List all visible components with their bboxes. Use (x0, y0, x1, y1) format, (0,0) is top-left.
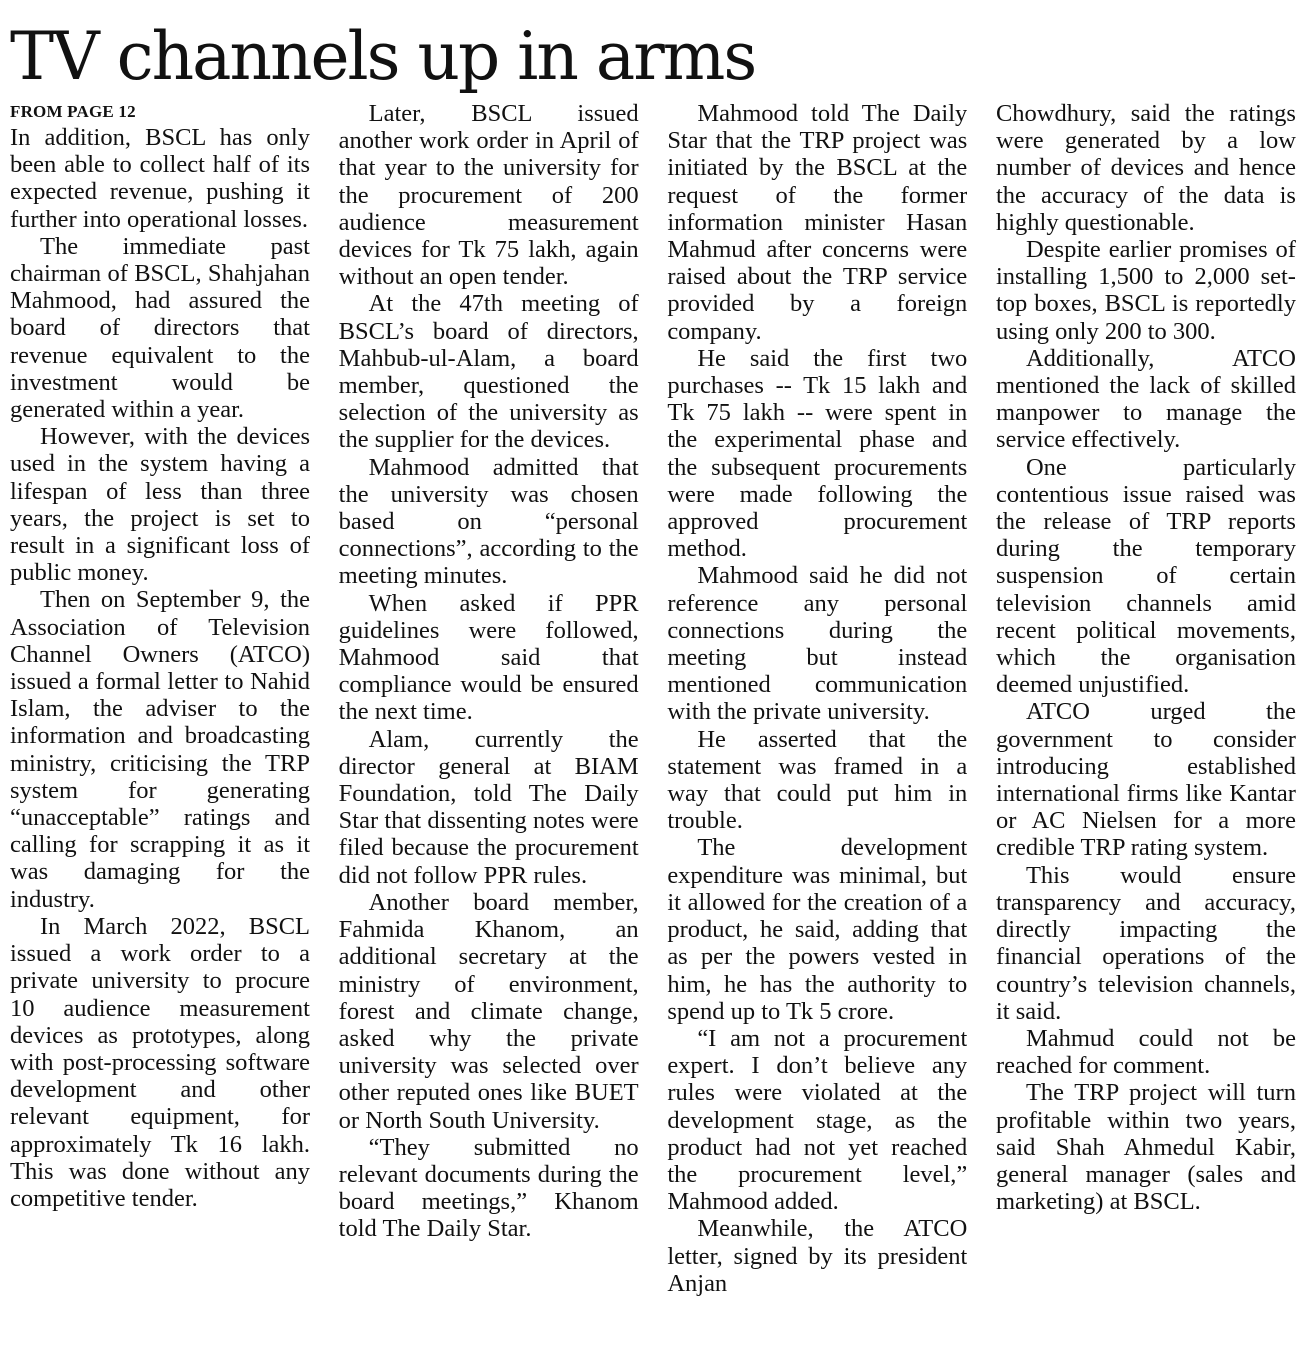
paragraph: Mahmud could not be reached for comment. (995, 1024, 1296, 1080)
paragraph: Another board member, Fahmida Khanom, an additional secretary at the ministry of environment, forest and climate change, asked why the private university was selected over other reputed ones like BUET or North South University. (338, 888, 639, 1134)
paragraph: The TRP project will turn profitable within two years, said Shah Ahmedul Kabir, general manager (sales and marketing) at BSCL. (995, 1079, 1296, 1216)
paragraph: This would ensure transparency and accuracy, directly impacting the financial operations of the country’s television channels, it said. (995, 861, 1296, 1025)
paragraph: Mahmood told The Daily Star that the TRP project was initiated by the BSCL at the request of the former information minister Hasan Mahmud after concerns were raised about the TRP service provided by a foreign company. (667, 100, 968, 345)
paragraph: In addition, BSCL has only been able to collect half of its expected revenue, pushing it further into operational losses. (10, 124, 310, 233)
paragraph: “They submitted no relevant documents during the board meetings,” Khanom told The Daily Star. (338, 1133, 639, 1243)
paragraph: “I am not a procurement expert. I don’t believe any rules were violated at the development stage, as the product had not yet reached the procurement level,” Mahmood added. (667, 1024, 968, 1216)
paragraph: Then on September 9, the Association of Television Channel Owners (ATCO) issued a formal letter to Nahid Islam, the adviser to the information and broadcasting ministry, criticising the TRP system for generating “unacceptable” ratings and calling for scrapping it as it was damaging for the industry. (10, 586, 310, 913)
column-1 (10, 100, 310, 1362)
paragraph: At the 47th meeting of BSCL’s board of directors, Mahbub-ul-Alam, a board member, questioned the selection of the university as the supplier for the devices. (338, 290, 639, 454)
paragraph: In March 2022, BSCL issued a work order to a private university to procure 10 audience measurement devices as prototypes, along with post-processing software development and other relevant equipment, for approximately Tk 16 lakh. This was done without any competitive tender. (10, 912, 310, 1212)
paragraph: One particularly contentious issue raised was the release of TRP reports during the temporary suspension of certain television channels amid recent political movements, which the organisation deemed unjustified. (995, 453, 1296, 699)
paragraph: When asked if PPR guidelines were followed, Mahmood said that compliance would be ensured the next time. (338, 589, 639, 726)
paragraph: Mahmood admitted that the university was chosen based on “personal connections”, according to the meeting minutes. (338, 453, 639, 590)
column-3 (667, 100, 967, 1362)
headline: TV channels up in arms (10, 18, 756, 95)
paragraph: Meanwhile, the ATCO letter, signed by its president Anjan (667, 1215, 968, 1297)
paragraph: The immediate past chairman of BSCL, Shahjahan Mahmood, had assured the board of directors that revenue equivalent to the investment would be generated within a year. (10, 232, 310, 424)
paragraph: However, with the devices used in the system having a lifespan of less than three years, the project is set to result in a significant loss of public money. (10, 423, 310, 587)
paragraph: He said the first two purchases -- Tk 15 lakh and Tk 75 lakh -- were spent in the experimental phase and the subsequent procurements were made following the approved procurement method. (667, 344, 968, 563)
paragraph: Later, BSCL issued another work order in April of that year to the university for the procurement of 200 audience measurement devices for Tk 75 lakh, again without an open tender. (338, 100, 639, 291)
paragraph: Additionally, ATCO mentioned the lack of skilled manpower to manage the service effectively. (995, 344, 1296, 454)
paragraph: Despite earlier promises of installing 1,500 to 2,000 set-top boxes, BSCL is reportedly using only 200 to 300. (995, 236, 1296, 345)
paragraph: He asserted that the statement was framed in a way that could put him in trouble. (667, 725, 968, 835)
paragraph: Alam, currently the director general at BIAM Foundation, told The Daily Star that dissenting notes were filed because the procurement did not follow PPR rules. (338, 725, 639, 889)
column-2 (339, 100, 639, 1362)
paragraph: Chowdhury, said the ratings were generated by a low number of devices and hence the accuracy of the data is highly questionable. (995, 100, 1296, 236)
column-4 (996, 100, 1296, 1362)
paragraph: ATCO urged the government to consider introducing established international firms like Kantar or AC Nielsen for a more credible TRP rating system. (995, 698, 1296, 862)
paragraph: Mahmood said he did not reference any personal connections during the meeting but instead mentioned communication with the private university. (667, 562, 968, 726)
kicker-from-page: FROM PAGE 12 (10, 102, 136, 121)
paragraph: The development expenditure was minimal, but it allowed for the creation of a product, he said, adding that as per the powers vested in him, he has the authority to spend up to Tk 5 crore. (667, 834, 968, 1025)
article-body (10, 100, 1296, 1362)
